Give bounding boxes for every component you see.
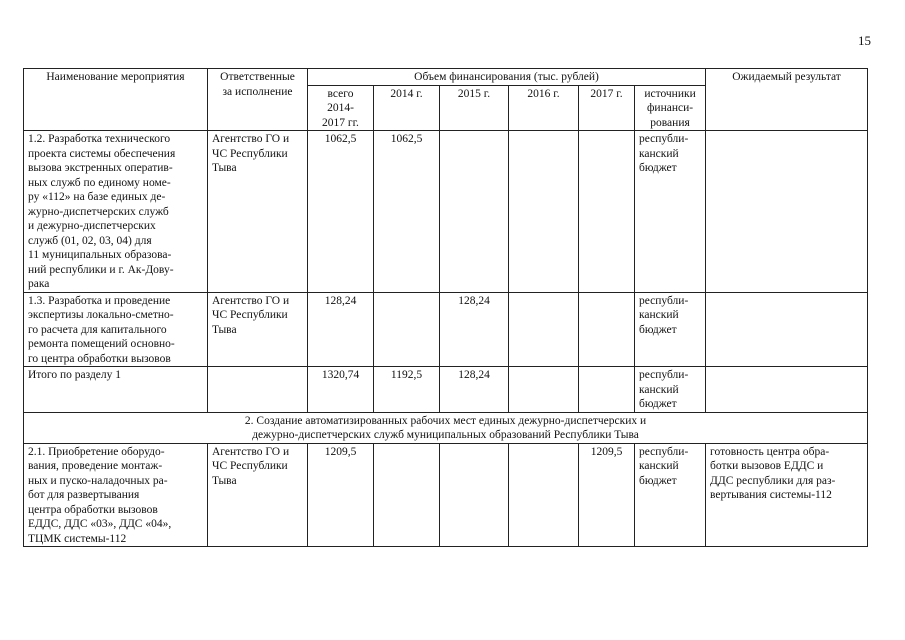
row-responsible: Агентство ГО и ЧС Республики Тыва <box>208 292 308 367</box>
table-row <box>24 292 868 367</box>
row-2014 <box>374 292 440 367</box>
section-row <box>24 412 868 443</box>
row-2016 <box>509 367 579 413</box>
row-2015 <box>440 443 509 547</box>
row-2014: 1192,5 <box>374 367 440 413</box>
table-row-total <box>24 367 868 413</box>
row-2016 <box>509 292 579 367</box>
row-responsible: Агентство ГО и ЧС Республики Тыва <box>208 131 308 293</box>
row-total: 1062,5 <box>308 131 374 293</box>
row-2015: 128,24 <box>440 292 509 367</box>
row-result: готовность центра обра- ботки вызовов ЕДДС и ДДС республики для раз- вертывания системы-112 <box>706 443 868 547</box>
header-financing: Объем финансирования (тыс. рублей) <box>308 69 706 86</box>
section-title: 2. Создание автоматизированных рабочих мест единых дежурно-диспетчерских и дежурно-диспетчерских служб муниципальных образований Республики Тыва <box>24 412 868 443</box>
row-2014: 1062,5 <box>374 131 440 293</box>
header-row <box>24 69 868 86</box>
row-source: республи- канский бюджет <box>635 292 706 367</box>
row-total: 1209,5 <box>308 443 374 547</box>
row-result <box>706 292 868 367</box>
row-2014 <box>374 443 440 547</box>
row-name: 2.1. Приобретение оборудо- вания, проведение монтаж- ных и пуско-наладочных ра- бот для развертывания центра обработки вызовов ЕДДС, ДДС «03», ДДС «04», ТЦМК системы-112 <box>24 443 208 547</box>
row-total: 128,24 <box>308 292 374 367</box>
row-2016 <box>509 443 579 547</box>
row-source: республи- канский бюджет <box>635 367 706 413</box>
row-2017 <box>579 367 635 413</box>
header-result: Ожидаемый результат <box>706 69 868 131</box>
row-result <box>706 367 868 413</box>
header-name: Наименование мероприятия <box>24 69 208 131</box>
header-sources: источники финанси- рования <box>635 85 706 131</box>
row-source: республи- канский бюджет <box>635 131 706 293</box>
page-number: 15 <box>858 33 871 48</box>
header-2017: 2017 г. <box>579 85 635 131</box>
row-result <box>706 131 868 293</box>
row-name: 1.3. Разработка и проведение экспертизы локально-сметно- го расчета для капитального ремонта помещений основно- го центра обработки вызовов <box>24 292 208 367</box>
row-2016 <box>509 131 579 293</box>
financing-table <box>23 68 868 547</box>
header-2015: 2015 г. <box>440 85 509 131</box>
row-2017 <box>579 131 635 293</box>
row-2015 <box>440 131 509 293</box>
table-row <box>24 131 868 293</box>
header-2014: 2014 г. <box>374 85 440 131</box>
header-total: всего 2014- 2017 гг. <box>308 85 374 131</box>
row-name: Итого по разделу 1 <box>24 367 208 413</box>
row-responsible <box>208 367 308 413</box>
row-total: 1320,74 <box>308 367 374 413</box>
table-row <box>24 443 868 547</box>
header-2016: 2016 г. <box>509 85 579 131</box>
row-name: 1.2. Разработка технического проекта системы обеспечения вызова экстренных оператив- ных служб по единому номе- ру «112» на базе единых де- журно-диспетчерских служб и дежурно-диспетчерских служб (01, 02, 03, 04) для 11 муниципальных образова- ний республики и г. Ак-Дову- рака <box>24 131 208 293</box>
row-source: республи- канский бюджет <box>635 443 706 547</box>
header-responsible: Ответственные за исполнение <box>208 69 308 131</box>
row-2017 <box>579 292 635 367</box>
row-2017: 1209,5 <box>579 443 635 547</box>
row-2015: 128,24 <box>440 367 509 413</box>
row-responsible: Агентство ГО и ЧС Республики Тыва <box>208 443 308 547</box>
